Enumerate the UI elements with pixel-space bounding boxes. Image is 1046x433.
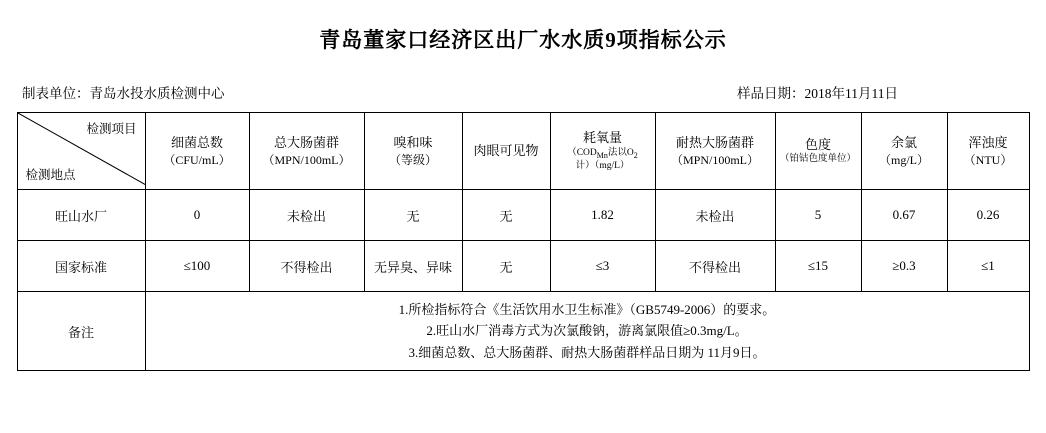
corner-bottom-label: 检测地点 xyxy=(25,168,76,182)
note-line: 3.细菌总数、总大肠菌群、耐热大肠菌群样品日期为 11月9日。 xyxy=(408,344,766,360)
table-header-row xyxy=(17,113,1029,190)
column-unit-line1: （$COD_{Mn}$法以$O_2$ xyxy=(567,147,638,160)
column-header-bacteria-total xyxy=(145,113,249,190)
table-corner-cell xyxy=(17,113,145,190)
column-unit-line2: 计）（mg/L） xyxy=(575,160,630,171)
cell-value: 0.26 xyxy=(947,190,1029,241)
row-label-plant: 旺山水厂 xyxy=(17,190,145,241)
column-name: 浑浊度 xyxy=(968,135,1008,151)
column-name: 肉眼可见物 xyxy=(473,143,539,159)
column-name: 总大肠菌群 xyxy=(273,135,339,151)
table-note-row xyxy=(17,292,1029,371)
table-row xyxy=(17,241,1029,292)
column-header-color xyxy=(775,113,861,190)
row-label-standard: 国家标准 xyxy=(17,241,145,292)
table-row xyxy=(17,190,1029,241)
column-unit: （NTU） xyxy=(963,152,1013,167)
sample-date-label: 样品日期：2018年11月11日 xyxy=(737,86,898,101)
column-unit: （MPN/100mL） xyxy=(262,152,351,167)
column-name: 嗅和味 xyxy=(393,135,433,151)
water-quality-table xyxy=(17,112,1030,371)
column-header-turbidity xyxy=(947,113,1029,190)
cell-value: ≤3 xyxy=(550,241,655,292)
cell-value: 0.67 xyxy=(861,190,947,241)
cell-value: 未检出 xyxy=(249,190,364,241)
cell-value: ≤100 xyxy=(145,241,249,292)
maker-unit-label: 制表单位：青岛水投水质检测中心 xyxy=(22,86,225,101)
cell-value: 不得检出 xyxy=(655,241,775,292)
column-header-oxygen-consumption xyxy=(550,113,655,190)
note-label: 备注 xyxy=(17,292,145,371)
column-name: 耗氧量 xyxy=(582,130,622,146)
page-title: 青岛董家口经济区出厂水水质9项指标公示 xyxy=(319,28,727,52)
cell-value: ≤1 xyxy=(947,241,1029,292)
cell-value: 1.82 xyxy=(550,190,655,241)
column-header-residual-chlorine xyxy=(861,113,947,190)
column-header-odor-taste xyxy=(364,113,462,190)
column-unit: （CFU/mL） xyxy=(163,152,231,167)
cell-value: 无 xyxy=(364,190,462,241)
cell-value: 无 xyxy=(462,190,550,241)
cell-value: 不得检出 xyxy=(249,241,364,292)
cell-value: 未检出 xyxy=(655,190,775,241)
column-header-total-coliform xyxy=(249,113,364,190)
cell-value: ≥0.3 xyxy=(861,241,947,292)
column-name: 细菌总数 xyxy=(170,135,223,151)
column-unit: （等级） xyxy=(388,152,437,167)
corner-top-label: 检测项目 xyxy=(86,122,137,136)
column-name: 余氯 xyxy=(890,135,917,151)
column-name: 色度 xyxy=(804,136,831,152)
cell-value: 无 xyxy=(462,241,550,292)
column-unit: （mg/L） xyxy=(879,152,929,167)
cell-value: 0 xyxy=(145,190,249,241)
column-header-thermotolerant-coliform xyxy=(655,113,775,190)
cell-value: ≤15 xyxy=(775,241,861,292)
note-line: 2.旺山水厂消毒方式为次氯酸钠，游离氯限值≥0.3mg/L。 xyxy=(426,323,748,339)
column-header-visible-matter xyxy=(462,113,550,190)
cell-value: 无异臭、异味 xyxy=(364,241,462,292)
cell-value: 5 xyxy=(775,190,861,241)
document-page xyxy=(0,24,1046,433)
note-line: 1.所检指标符合《生活饮用水卫生标准》（GB5749-2006）的要求。 xyxy=(398,301,776,317)
column-unit: （铂钴色度单位） xyxy=(779,154,856,165)
column-unit: （MPN/100mL） xyxy=(670,152,759,167)
note-body xyxy=(145,292,1029,371)
meta-row xyxy=(22,82,1028,102)
column-name: 耐热大肠菌群 xyxy=(675,135,754,151)
